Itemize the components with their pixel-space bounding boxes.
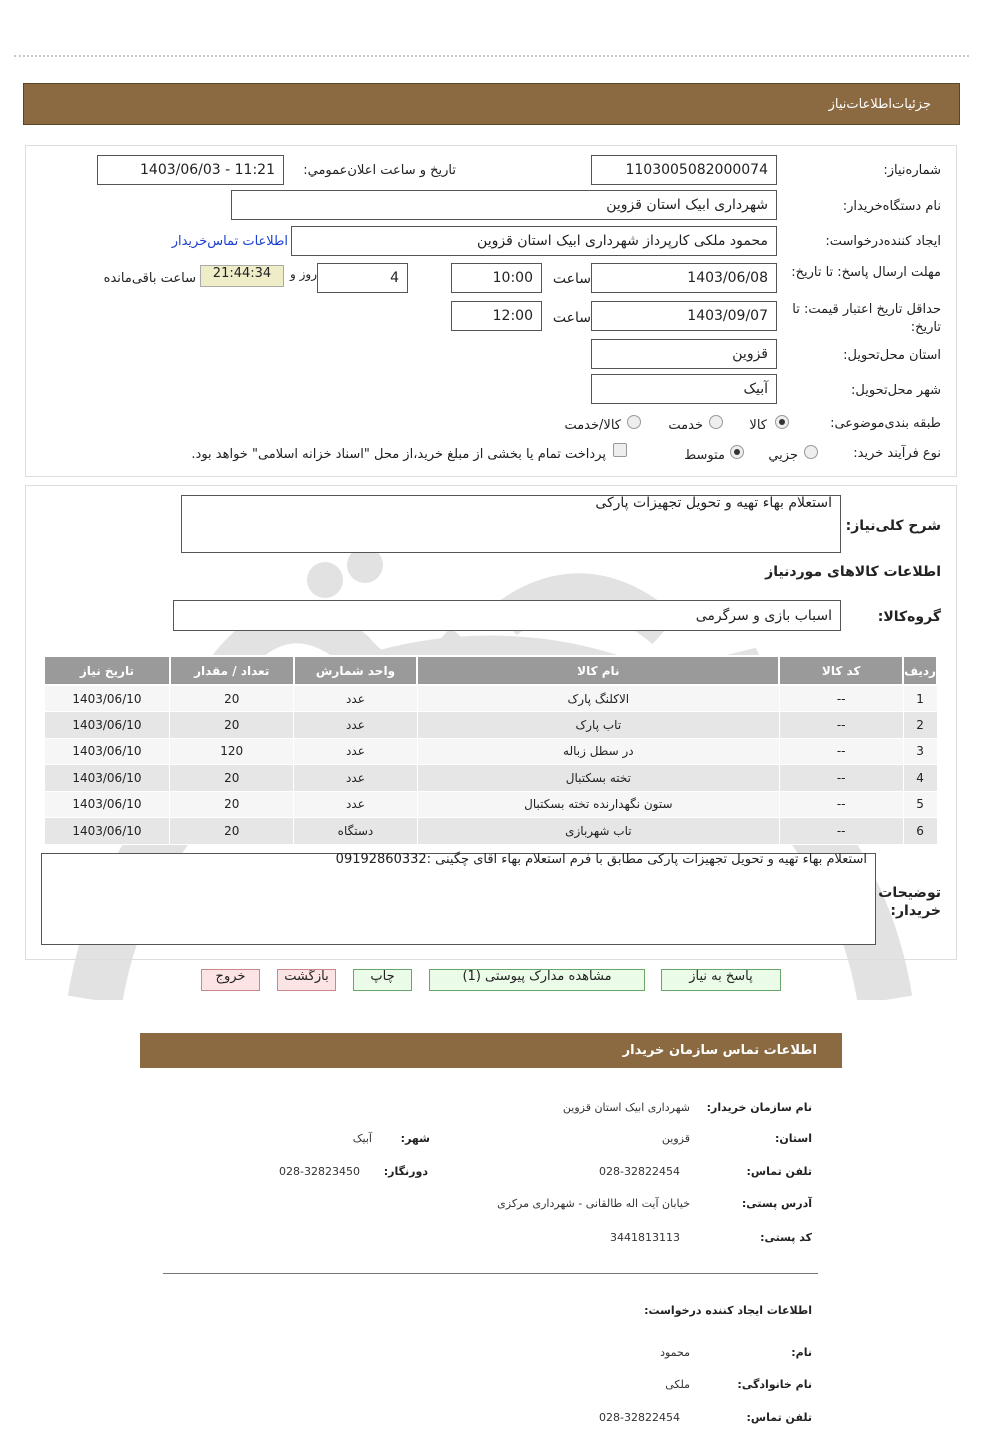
cell-unit: عدد — [294, 738, 418, 765]
announce-label: تاریخ و ساعت اعلان‌عمومي: — [303, 163, 456, 178]
city-field: آبیک — [591, 374, 777, 404]
creator-first-name-value: محمود — [660, 1346, 690, 1359]
contact-phone-label: تلفن تماس: — [746, 1165, 812, 1178]
need-number-field: 1103005082000074 — [591, 155, 777, 185]
goods-info-title: اطلاعات کالاهای موردنیاز — [765, 564, 941, 580]
cell-row-number: 1 — [903, 685, 937, 712]
days-label: روز و — [290, 267, 317, 281]
cell-name: تاب شهربازی — [417, 818, 779, 845]
table-row — [44, 765, 937, 792]
goods-group-field: اسباب بازی و سرگرمی — [173, 600, 841, 631]
creator-label: ایجاد کننده‌درخواست: — [825, 234, 941, 249]
validity-time-label: ساعت — [552, 310, 591, 326]
cell-code: -- — [779, 685, 903, 712]
cell-unit: عدد — [294, 685, 418, 712]
cell-row-number: 5 — [903, 791, 937, 818]
cell-code: -- — [779, 791, 903, 818]
contact-fax-label: دورنگار: — [383, 1165, 428, 1178]
category-both-label: کالا/خدمت — [564, 418, 621, 433]
back-button[interactable]: بازگشت — [277, 969, 336, 991]
city-label: شهر محل‌تحویل: — [851, 383, 941, 398]
reply-deadline-label: مهلت ارسال پاسخ: تا تاریخ: — [791, 265, 941, 280]
cell-code: -- — [779, 818, 903, 845]
cell-quantity: 20 — [170, 818, 294, 845]
col-header-unit: واحد شمارش — [294, 656, 418, 685]
province-label: استان محل‌تحویل: — [843, 348, 941, 363]
category-label: طبقه بندی‌موضوعی: — [830, 416, 941, 431]
cell-unit: عدد — [294, 712, 418, 739]
process-medium-radio[interactable] — [730, 445, 744, 459]
cell-date: 1403/06/10 — [44, 712, 170, 739]
table-row — [44, 712, 937, 739]
contact-fax-value: 028-32823450 — [279, 1165, 360, 1178]
goods-table — [43, 655, 938, 845]
cell-name: تخته بسکتبال — [417, 765, 779, 792]
col-header-code: کد کالا — [779, 656, 903, 685]
creator-first-name-label: نام: — [791, 1346, 812, 1359]
category-both-radio[interactable] — [627, 415, 641, 429]
cell-unit: دستگاه — [294, 818, 418, 845]
buyer-org-label: نام دستگاه‌خریدار: — [842, 199, 941, 214]
need-description-field: استعلام بهاء تهیه و تحویل تجهیزات پارکی — [181, 495, 841, 553]
reply-time-label: ساعت — [552, 271, 591, 287]
process-label: نوع فرآیند خرید: — [853, 446, 941, 461]
creator-last-name-label: نام خانوادگی: — [737, 1378, 812, 1391]
cell-date: 1403/06/10 — [44, 685, 170, 712]
process-medium-label: متوسط — [684, 448, 725, 463]
category-service-label: خدمت — [668, 418, 703, 433]
cell-name: ستون نگهدارنده تخته بسکتبال — [417, 791, 779, 818]
cell-row-number: 3 — [903, 738, 937, 765]
province-field: قزوین — [591, 339, 777, 369]
view-attachments-button[interactable]: مشاهده مدارک پیوستی (1) — [429, 969, 645, 991]
reply-time-field: 10:00 — [451, 263, 542, 293]
contact-address-label: آدرس پستی: — [741, 1197, 812, 1210]
contact-province-value: قزوین — [661, 1132, 690, 1145]
cell-row-number: 2 — [903, 712, 937, 739]
reply-to-need-button[interactable]: پاسخ به نیاز — [661, 969, 781, 991]
cell-quantity: 20 — [170, 685, 294, 712]
cell-quantity: 20 — [170, 712, 294, 739]
cell-name: در سطل زباله — [417, 738, 779, 765]
buyer-org-field: شهرداری ابیک استان قزوین — [231, 190, 777, 220]
creator-last-name-value: ملکی — [665, 1378, 690, 1391]
category-goods-radio[interactable] — [775, 415, 789, 429]
cell-code: -- — [779, 738, 903, 765]
category-service-radio[interactable] — [709, 415, 723, 429]
payment-note: پرداخت تمام یا بخشی از مبلغ خرید،از محل "اسناد خزانه اسلامی" خواهد بود. — [191, 447, 606, 462]
col-header-quantity: تعداد / مقدار — [170, 656, 294, 685]
page-title: جزئیات‌اطلاعات‌نیاز — [828, 97, 931, 112]
cell-code: -- — [779, 712, 903, 739]
exit-button[interactable]: خروج — [201, 969, 260, 991]
cell-code: -- — [779, 765, 903, 792]
validity-label: حداقل تاریخ اعتبار قیمت: تا تاریخ: — [792, 302, 941, 335]
cell-date: 1403/06/10 — [44, 818, 170, 845]
validity-time-field: 12:00 — [451, 301, 542, 331]
cell-quantity: 120 — [170, 738, 294, 765]
cell-date: 1403/06/10 — [44, 738, 170, 765]
remaining-timer: 21:44:34 — [200, 265, 284, 287]
contact-city-label: شهر: — [400, 1132, 430, 1145]
validity-date-field: 1403/09/07 — [591, 301, 777, 331]
contact-phone-value: 028-32822454 — [599, 1165, 680, 1178]
process-minor-label: جزيي — [768, 448, 798, 463]
contact-divider — [163, 1273, 818, 1274]
goods-group-label: گروه‌کالا: — [877, 609, 941, 625]
table-row — [44, 685, 937, 712]
contact-address-value: خیابان آیت اله طالقانی - شهرداری مرکزی — [497, 1197, 690, 1210]
print-button[interactable]: چاپ — [353, 969, 412, 991]
remaining-label: ساعت باقی‌مانده — [103, 271, 196, 286]
category-goods-label: کالا — [749, 418, 767, 433]
col-header-date: تاریخ نیاز — [44, 656, 170, 685]
cell-date: 1403/06/10 — [44, 791, 170, 818]
col-header-row-number: ردیف — [903, 656, 937, 685]
table-row — [44, 738, 937, 765]
creator-field: محمود ملکی کارپرداز شهرداری ابیک استان قزوین — [291, 226, 777, 256]
cell-row-number: 6 — [903, 818, 937, 845]
cell-quantity: 20 — [170, 765, 294, 792]
cell-quantity: 20 — [170, 791, 294, 818]
cell-name: تاب پارک — [417, 712, 779, 739]
table-row — [44, 818, 937, 845]
contact-postal-value: 3441813113 — [610, 1231, 680, 1244]
cell-date: 1403/06/10 — [44, 765, 170, 792]
reply-date-field: 1403/06/08 — [591, 263, 777, 293]
creator-info-title: اطلاعات ایجاد کننده درخواست: — [644, 1304, 812, 1317]
days-field: 4 — [317, 263, 408, 293]
treasury-payment-checkbox[interactable] — [613, 443, 627, 457]
cell-name: الاکلنگ پارک — [417, 685, 779, 712]
announce-field: 1403/06/03 - 11:21 — [97, 155, 284, 185]
cell-unit: عدد — [294, 791, 418, 818]
org-name-label: نام سازمان خریدار: — [706, 1101, 812, 1114]
process-minor-radio[interactable] — [804, 445, 818, 459]
contact-header — [140, 1033, 842, 1068]
buyer-contact-link[interactable]: اطلاعات تماس‌خریدار — [171, 234, 288, 249]
contact-postal-label: کد پستی: — [760, 1231, 812, 1244]
table-header-row — [44, 656, 937, 685]
creator-phone-label: تلفن تماس: — [746, 1411, 812, 1424]
need-description-label: شرح کلی‌نیاز: — [845, 518, 941, 534]
buyer-notes-label: توضیحات خریدار: — [878, 885, 941, 919]
page-header — [23, 83, 960, 125]
contact-city-value: آبیک — [352, 1132, 372, 1145]
cell-row-number: 4 — [903, 765, 937, 792]
creator-phone-value: 028-32822454 — [599, 1411, 680, 1424]
col-header-name: نام کالا — [417, 656, 779, 685]
contact-title: اطلاعات تماس سازمان خریدار — [622, 1043, 817, 1058]
cell-unit: عدد — [294, 765, 418, 792]
top-divider — [14, 55, 969, 57]
buyer-notes-field: استعلام بهاء تهیه و تحویل تجهیزات پارکی مطابق با فرم استعلام بهاء اقای چگینی :09192860332 — [41, 853, 876, 945]
org-name-value: شهرداری ابیک استان قزوین — [562, 1101, 690, 1114]
contact-province-label: استان: — [775, 1132, 812, 1145]
table-row — [44, 791, 937, 818]
need-number-label: شماره‌نیاز: — [883, 163, 941, 178]
